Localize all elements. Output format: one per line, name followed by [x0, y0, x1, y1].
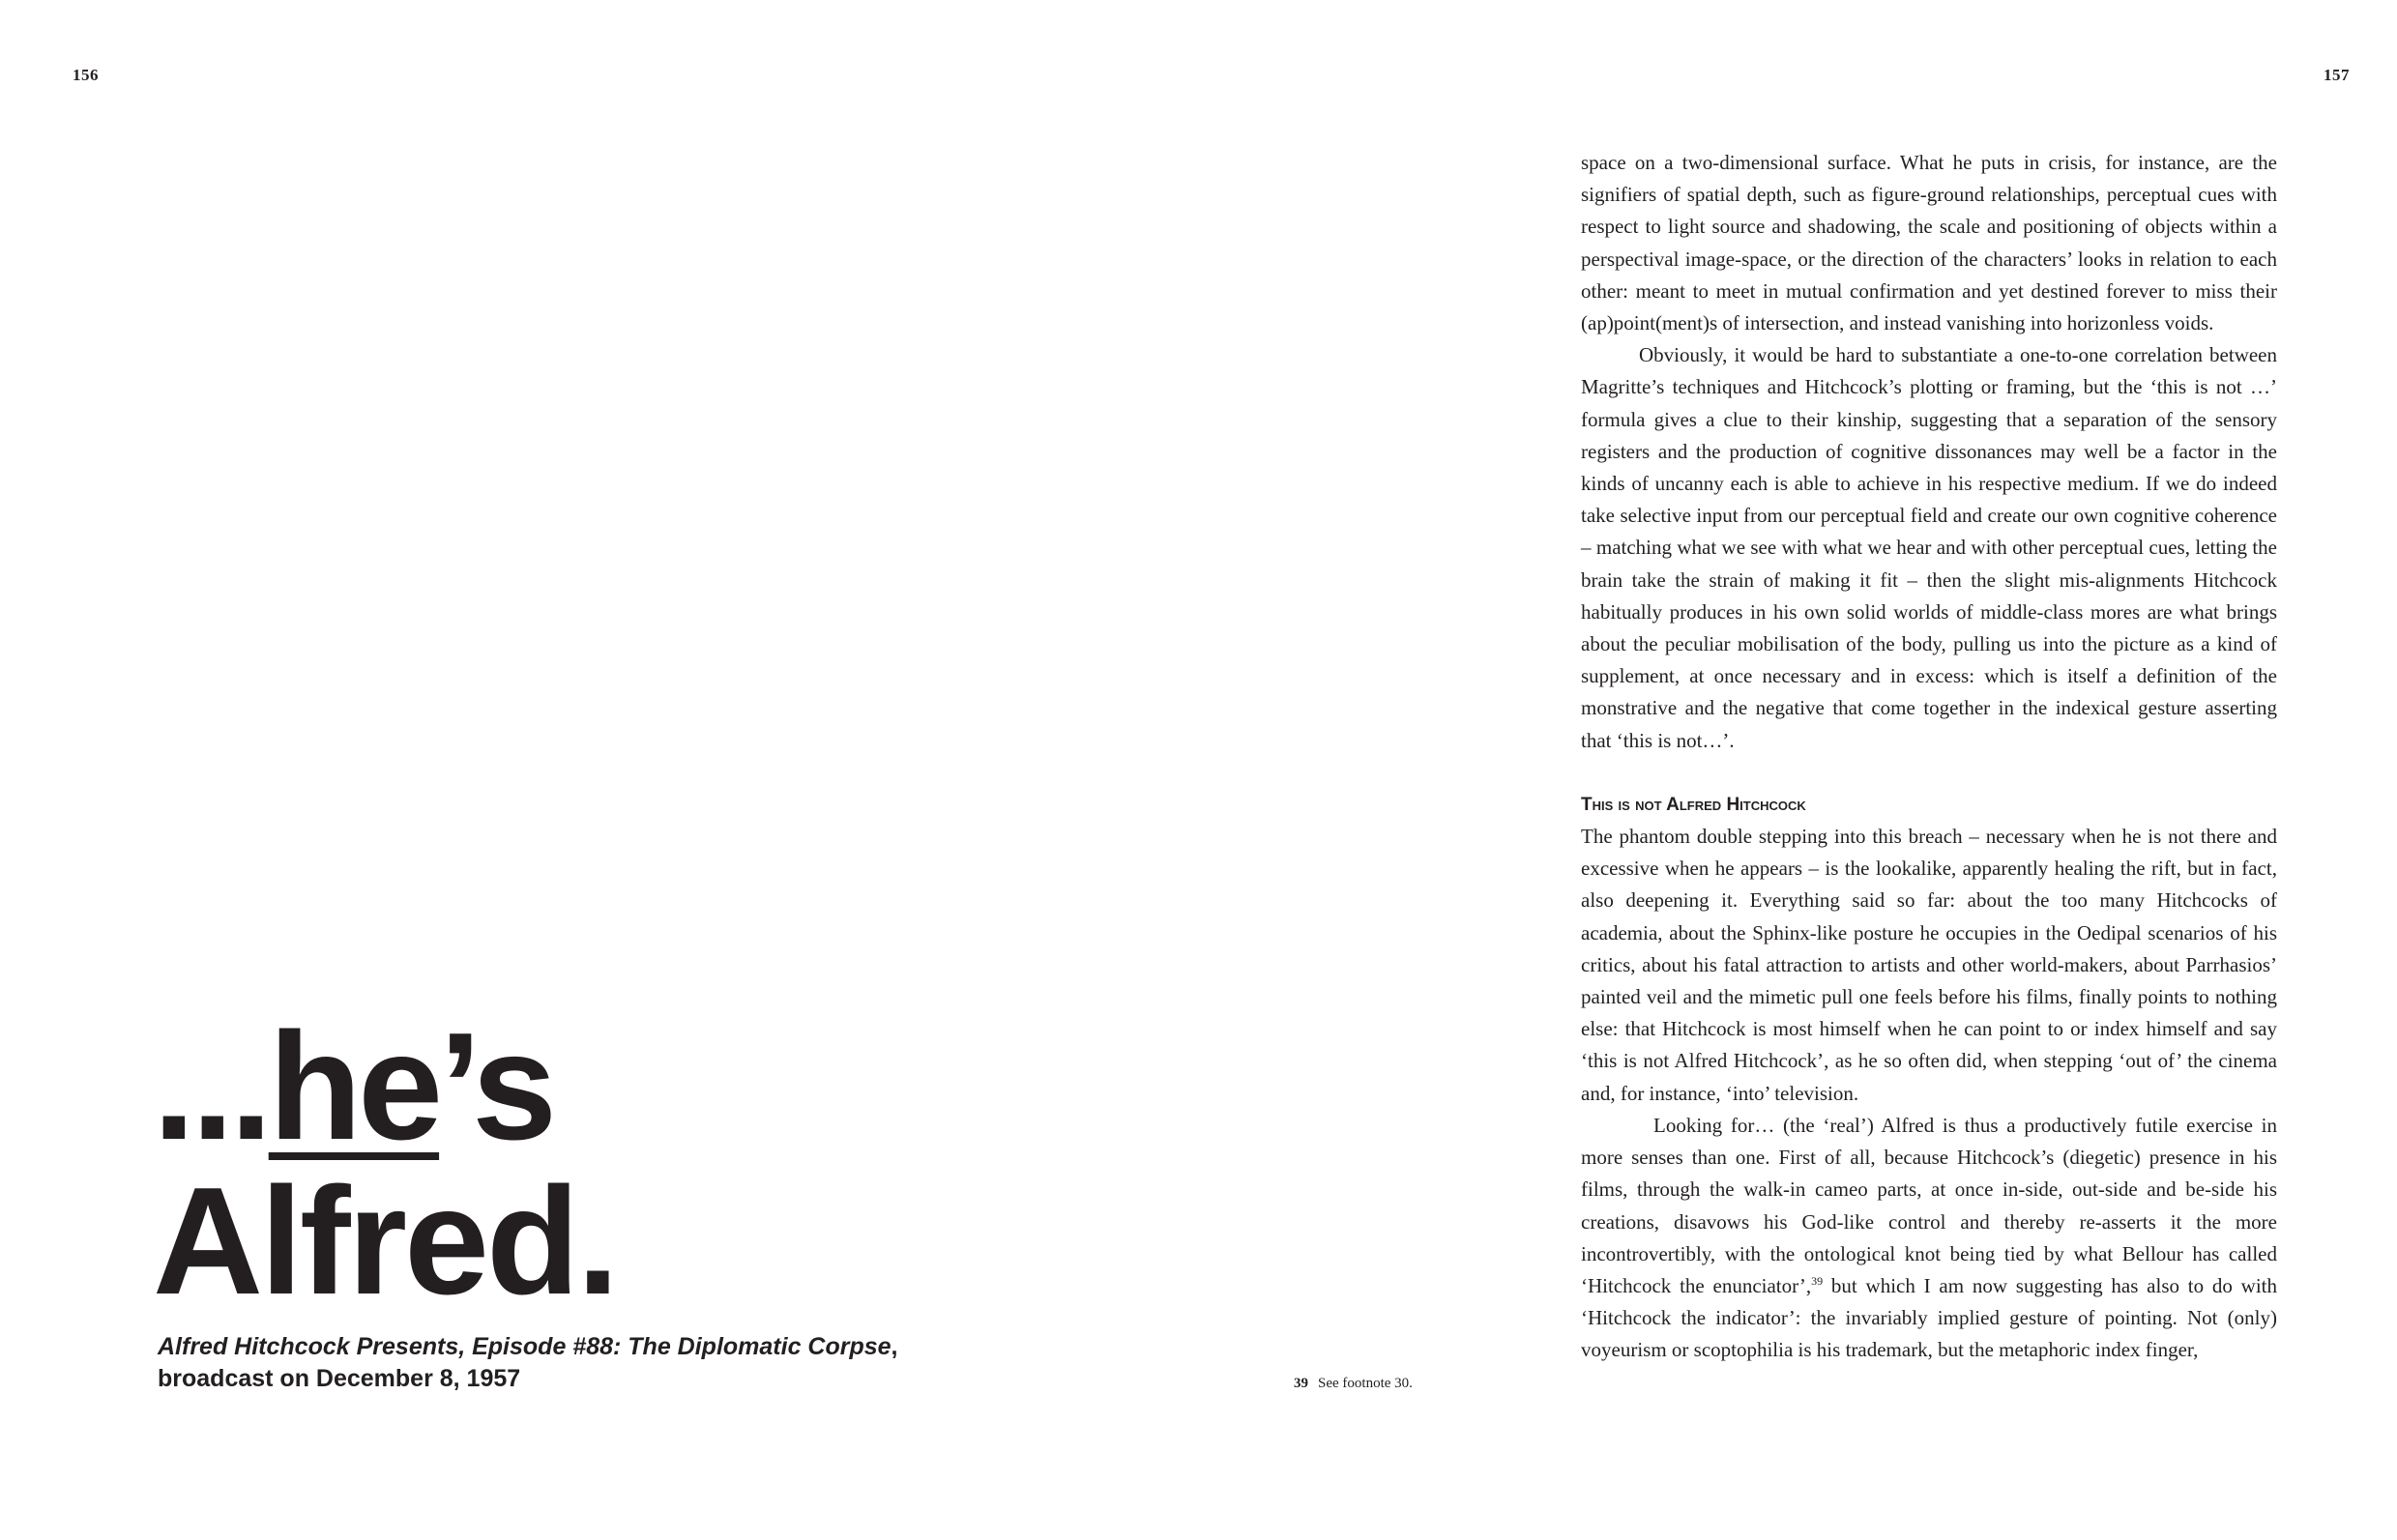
paragraph-2: Obviously, it would be hard to substantiate a one-to-one correlation between Magritte’s techniques and Hitchcock’s plotting or framing, but the ‘this is not …’ formula gives a clue to their kinship, suggesting that a separation of the sensory registers and the production of cognitive dissonances may well be a factor in the kinds of uncanny each is able to achieve in his respective medium. If we do indeed take selective input from our perceptual field and create our own cognitive coherence – matching what we see with what we hear and with other perceptual cues, letting the brain take the strain of making it fit – then the slight mis-alignments Hitchcock habitually produces in his own solid worlds of middle-class mores are what brings about the peculiar mobilisation of the body, pulling us into the picture as a kind of supplement, at once necessary and in excess: which is itself a definition of the monstrative and the negative that come together in the indexical gesture asserting that ‘this is not…’.	[1581, 343, 2277, 752]
footnote	[1294, 1376, 1413, 1392]
footnote-number: 39	[1294, 1376, 1308, 1391]
caption-comma: ,	[891, 1333, 898, 1360]
caption-broadcast-date: broadcast on December 8, 1957	[158, 1365, 521, 1392]
caption-episode-title: Alfred Hitchcock Presents, Episode #88: The Diplomatic Corpse	[158, 1333, 892, 1360]
section-heading: This is not Alfred Hitchcock	[1581, 794, 1806, 815]
paragraph-4-part-a: Looking for… (the ‘real’) Alfred is thus a productively futile exercise in more senses than one. First of all, because Hitchcock’s (diegetic) presence in his films, through the walk-in cameo parts, at once in-side, out-side and be-side his creations, disavows his God-like control and thereby re-asserts it the more incontrovertibly, with the ontological knot being tied by what Bellour has called ‘Hitchcock the enunciator’,	[1581, 1113, 2277, 1297]
headline	[153, 1002, 617, 1326]
headline-underlined-word: he	[268, 1002, 440, 1172]
footnote-reference: 39	[1811, 1273, 1824, 1288]
image-caption	[158, 1331, 898, 1395]
paragraph-3: The phantom double stepping into this breach – necessary when he is not there and excessive when he appears – is the lookalike, apparently healing the rift, but in fact, also deepening it. Everything said so far: about the too many Hitchcocks of academia, about the Sphinx-like posture he occupies in the Oedipal scenarios of his critics, about his fatal attraction to artists and other world-makers, about Parrhasios’ painted veil and the mimetic pull one feels before his films, finally points to nothing else: that Hitchcock is most himself when he can point to or index himself and say ‘this is not Alfred Hitchcock’, as he so often did, when stepping ‘out of’ the cinema and, for instance, ‘into’ television.	[1581, 825, 2277, 1105]
paragraph-1: space on a two-dimensional surface. What he puts in crisis, for instance, are the signifiers of spatial depth, such as figure-ground relationships, perceptual cues with respect to light source and shadowing, the scale and positioning of objects within a perspectival image-space, or the direction of the characters’ looks in relation to each other: meant to meet in mutual confirmation and yet destined forever to miss their (ap)point(ment)s of intersection, and instead vanishing into horizonless voids.	[1581, 151, 2277, 335]
paragraph-4-part-b: but which I am now suggesting has also to do with ‘Hitchcock the indicator’: the invariably implied gesture of pointing. Not (only) voyeurism or scoptophilia is his trademark, but the metaphoric index finger,	[1581, 1273, 2278, 1362]
headline-line-1	[153, 1002, 616, 1172]
headline-line-2: Alfred.	[153, 1156, 617, 1326]
headline-suffix: ’s	[439, 1002, 553, 1172]
paragraph-4	[1581, 1110, 2277, 1367]
page-number-left: 156	[73, 66, 99, 84]
page-number-right: 157	[2324, 66, 2350, 84]
body-text-column	[1581, 147, 2277, 1367]
headline-ellipsis: ...	[153, 1002, 269, 1172]
footnote-text: See footnote 30.	[1318, 1376, 1413, 1391]
